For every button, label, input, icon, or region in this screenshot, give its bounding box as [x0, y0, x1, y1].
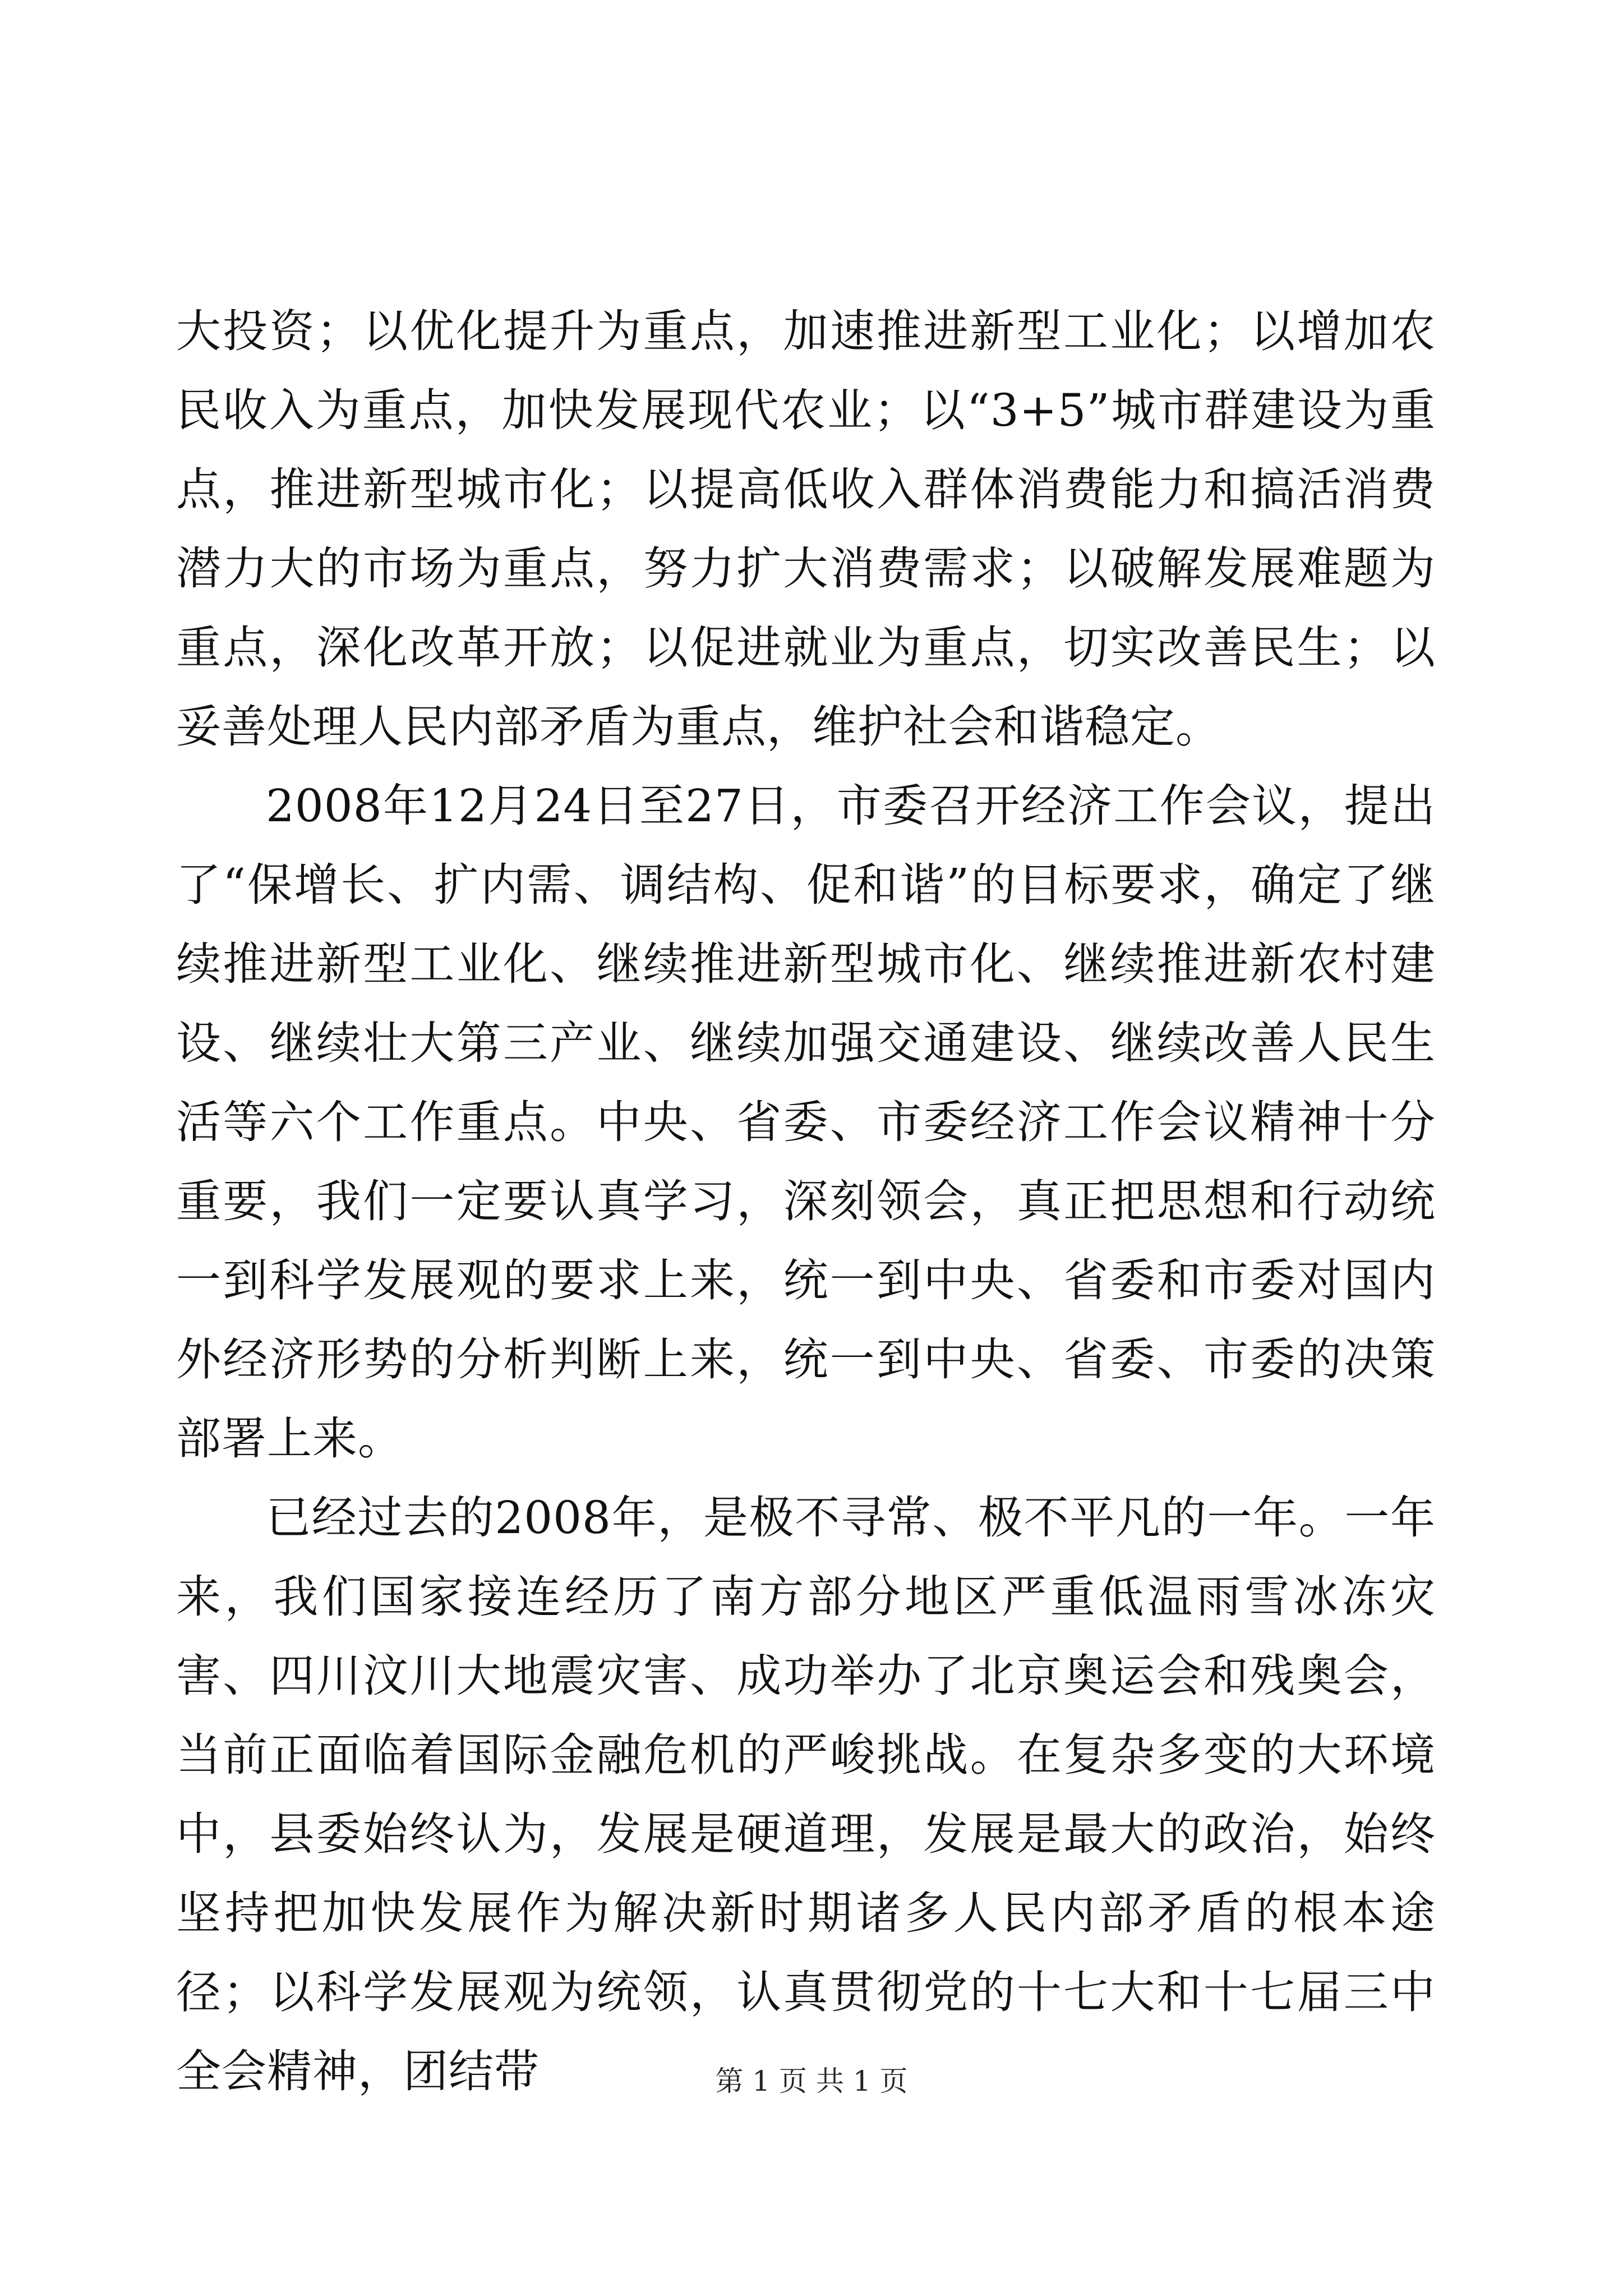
page-footer: 第 1 页 共 1 页 [715, 2065, 908, 2097]
paragraph-2008-review: 已经过去的2008年，是极不寻常、极不平凡的一年。一年来，我们国家接连经历了南方部分地区严重低温雨雪冰冻灾害、四川汶川大地震灾害、成功举办了北京奥运会和残奥会，当前正面临着国际金融危机的严峻挑战。在复杂多变的大环境中，县委始终认为，发展是硬道理，发展是最大的政治，始终坚持把加快发展作为解决新时期诸多人民内部矛盾的根本途径；以科学发展观为统领，认真贯彻党的十七大和十七届三中全会精神，团结带 [176, 1492, 1436, 2097]
paragraph-continuation: 大投资；以优化提升为重点，加速推进新型工业化；以增加农民收入为重点，加快发展现代农业；以“3+5”城市群建设为重点，推进新型城市化；以提高低收入群体消费能力和搞活消费潜力大的市场为重点，努力扩大消费需求；以破解发展难题为重点，深化改革开放；以促进就业为重点，切实改善民生；以妥善处理人民内部矛盾为重点，维护社会和谐稳定。 [176, 305, 1436, 753]
document-body [176, 292, 1436, 2111]
paragraph-economic-conference: 2008年12月24日至27日，市委召开经济工作会议，提出了“保增长、扩内需、调结构、促和谐”的目标要求，确定了继续推进新型工业化、继续推进新型城市化、继续推进新农村建设、继续壮大第三产业、继续加强交通建设、继续改善人民生活等六个工作重点。中央、省委、市委经济工作会议精神十分重要，我们一定要认真学习，深刻领会，真正把思想和行动统一到科学发展观的要求上来，统一到中央、省委和市委对国内外经济形势的分析判断上来，统一到中央、省委、市委的决策部署上来。 [176, 780, 1436, 1465]
